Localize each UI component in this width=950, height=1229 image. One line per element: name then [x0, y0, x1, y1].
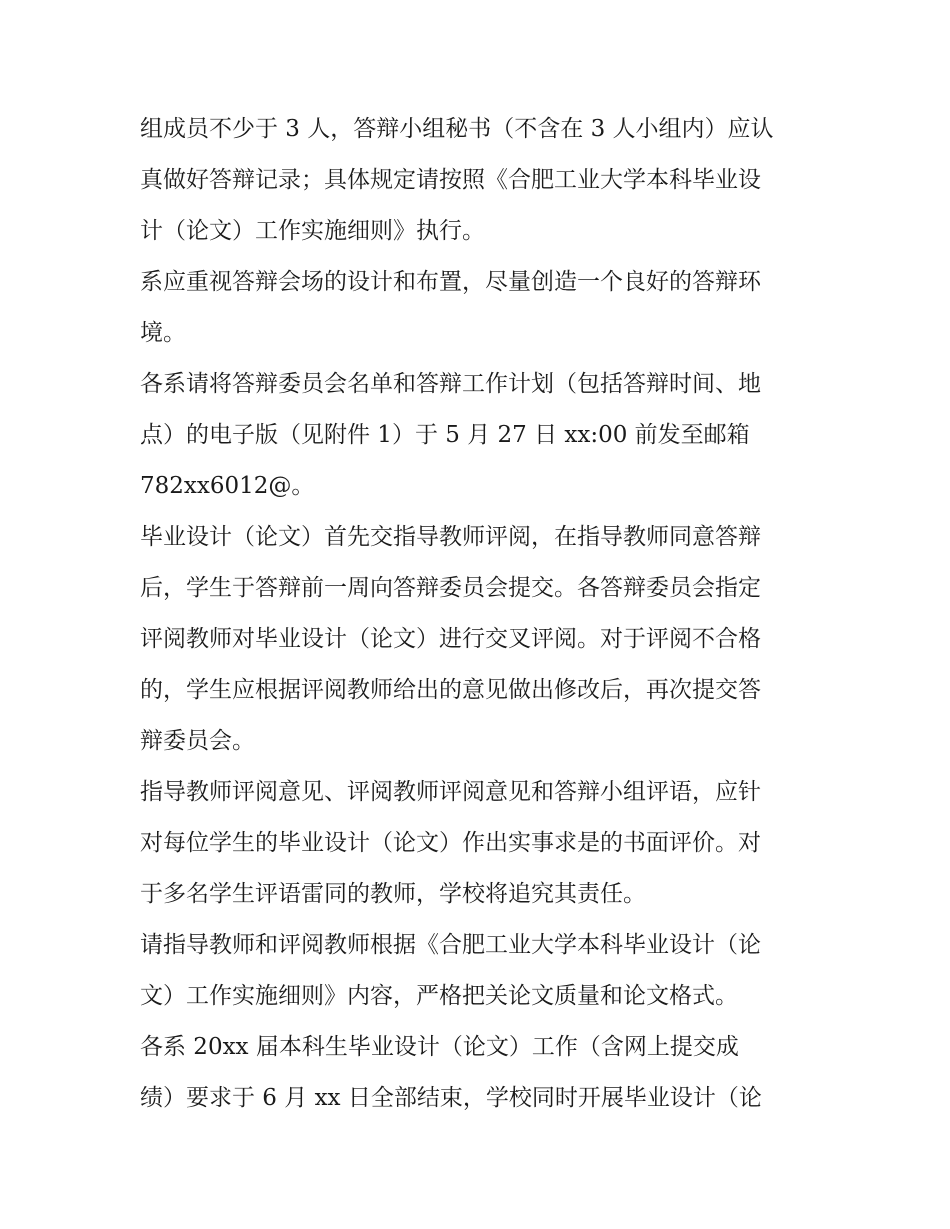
text-line: 系应重视答辩会场的设计和布置，尽量创造一个良好的答辩环 — [140, 269, 761, 295]
text-line: 点）的电子版（见附件 1）于 5 月 27 日 xx:00 前发至邮箱 — [140, 422, 750, 448]
text-line: 请指导教师和评阅教师根据《合肥工业大学本科毕业设计（论 — [140, 932, 761, 958]
text-line: 绩）要求于 6 月 xx 日全部结束，学校同时开展毕业设计（论 — [140, 1085, 762, 1111]
text-line: 辩委员会。 — [140, 728, 255, 754]
text-line: 782xx6012@。 — [140, 473, 315, 499]
text-line: 各系 20xx 届本科生毕业设计（论文）工作（含网上提交成 — [140, 1034, 739, 1060]
text-line: 的，学生应根据评阅教师给出的意见做出修改后，再次提交答 — [140, 677, 761, 703]
text-line: 对每位学生的毕业设计（论文）作出实事求是的书面评价。对 — [140, 830, 761, 856]
text-line: 指导教师评阅意见、评阅教师评阅意见和答辩小组评语，应针 — [140, 779, 761, 805]
text-line: 文）工作实施细则》内容，严格把关论文质量和论文格式。 — [140, 983, 738, 1009]
text-line: 计（论文）工作实施细则》执行。 — [140, 218, 485, 244]
text-line: 评阅教师对毕业设计（论文）进行交叉评阅。对于评阅不合格 — [140, 626, 761, 652]
text-line: 组成员不少于 3 人，答辩小组秘书（不含在 3 人小组内）应认 — [140, 116, 774, 142]
text-line: 后，学生于答辩前一周向答辩委员会提交。各答辩委员会指定 — [140, 575, 761, 601]
text-line: 境。 — [140, 320, 186, 346]
text-line: 各系请将答辩委员会名单和答辩工作计划（包括答辩时间、地 — [140, 371, 761, 397]
text-line: 真做好答辩记录；具体规定请按照《合肥工业大学本科毕业设 — [140, 167, 761, 193]
text-line: 毕业设计（论文）首先交指导教师评阅，在指导教师同意答辩 — [140, 524, 761, 550]
document-body — [140, 104, 820, 1124]
text-line: 于多名学生评语雷同的教师，学校将追究其责任。 — [140, 881, 646, 907]
